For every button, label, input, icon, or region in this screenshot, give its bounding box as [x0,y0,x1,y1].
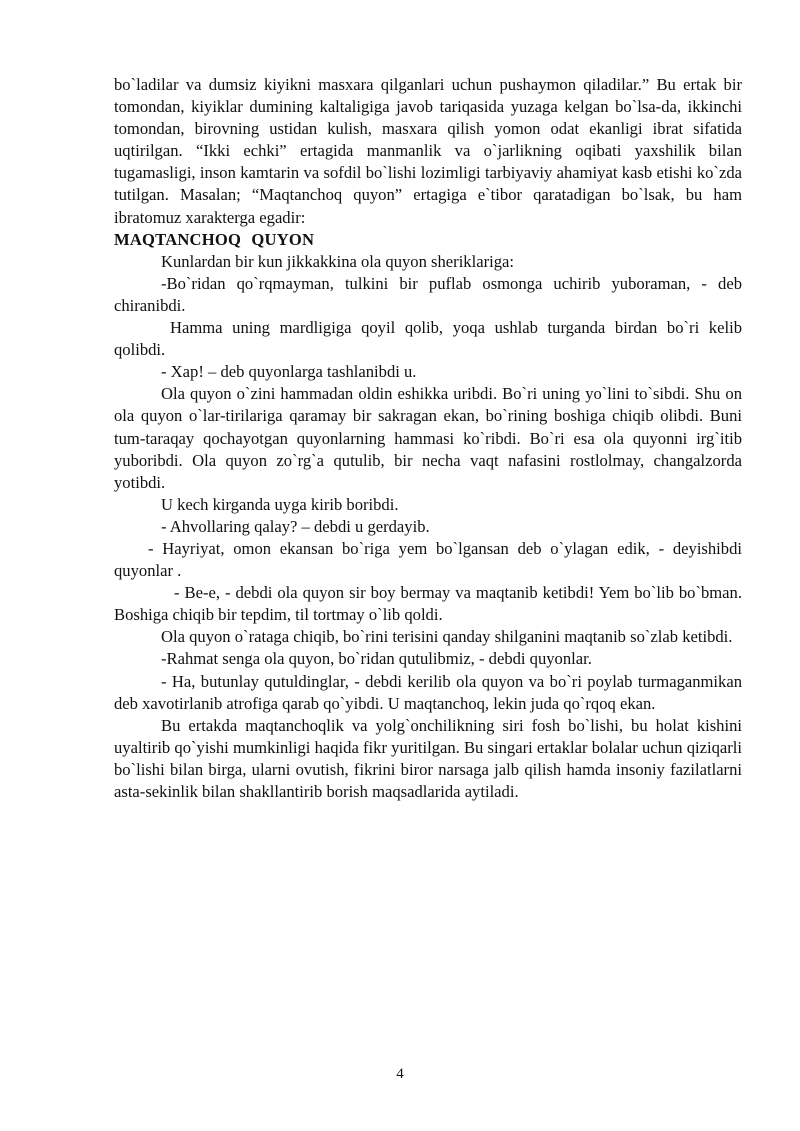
page-number: 4 [396,1066,404,1082]
story-paragraph-12: - Ha, butunlay qutuldinglar, - debdi kerilib ola quyon va bo`ri poylab turmaganmikan deb xavotirlanib atrofiga qarab qo`yibdi. U maqtanchoq, lekin juda qo`rqoq ekan. [114,671,742,713]
story-paragraph-2: -Bo`ridan qo`rqmayman, tulkini bir puflab osmonga uchirib yuboraman, - deb chiranibdi. [114,273,742,315]
story-paragraph-5: Ola quyon o`zini hammadan oldin eshikka uribdi. Bo`ri uning yo`lini to`sibdi. Shu on ola quyon o`lar-tirilariga qaramay bir sakragan ekan, bo`rining boshiga chiqib olibdi. Buni tum-taraqay qochayotgan quyonlarning hammasi ko`ribdi. Bo`ri esa ola quyonni irg`itib yuboribdi. Ola quyon zo`rg`a qutulib, bir necha vaqt nafasini rostlolmay, changalzorda yotibdi. [114,384,742,492]
story-paragraph-4: - Xap! – deb quyonlarga tashlanibdi u. [161,362,417,382]
story-title: MAQTANCHOQ QUYON [114,229,315,249]
document-body [114,74,742,803]
story-paragraph-3: Hamma uning mardligiga qoyil qolib, yoqa ushlab turganda birdan bo`ri kelib qolibdi. [114,318,742,360]
story-paragraph-7: - Ahvollaring qalay? – debdi u gerdayib. [161,516,430,536]
story-paragraph-1: Kunlardan bir kun jikkakkina ola quyon sheriklariga: [161,251,514,271]
story-paragraph-6: U kech kirganda uyga kirib boribdi. [161,494,399,514]
story-paragraph-8: - Hayriyat, omon ekansan bo`riga yem bo`lgansan deb o`ylagan edik, - deyishibdi quyonlar . [114,538,742,581]
intro-paragraph: bo`ladilar va dumsiz kiyikni masxara qilganlari uchun pushaymon qiladilar.” Bu ertak bir tomondan, kiyiklar dumining kaltaligiga javob tariqasida yuzaga kelgan bo`lsa-da, ikkinchi tomondan, birovning ustidan kulish, masxara qilish yomon odat ekanligi ibrat sifatida uqtirilgan. “Ikki echki” ertagida manmanlik va o`jarlikning oqibati yaxshilik bilan tugamasligi, inson kamtarin va sofdil bo`lishi lozimligi tarbiyaviy ahamiyat kasb etishi ko`zda tutilgan. Masalan; “Maqtanchoq quyon” ertagiga e`tibor qaratadigan bo`lsak, bu ham ibratomuz xarakterga egadir: [114,75,742,227]
conclusion-paragraph: Bu ertakda maqtanchoqlik va yolg`onchilikning siri fosh bo`lishi, bu holat kishini uyaltirib qo`yishi mumkinligi haqida fikr yuritilgan. Bu singari ertaklar bolalar uchun qiziqarli bo`lishi bilan birga, ularni ovutish, fikrini biror narsaga jalb qilish hamda insoniy fazilatlarni asta-sekinlik bilan shakllantirib borish maqsadlarida aytiladi. [114,715,742,801]
story-paragraph-11: -Rahmat senga ola quyon, bo`ridan qutulibmiz, - debdi quyonlar. [161,649,592,669]
story-paragraph-10: Ola quyon o`rataga chiqib, bo`rini terisini qanday shilganini maqtanib so`zlab ketibdi. [161,627,733,647]
story-paragraph-9: - Be-e, - debdi ola quyon sir boy bermay va maqtanib ketibdi! Yem bo`lib bo`bman. Boshiga chiqib bir tepdim, til tortmay o`lib qoldi. [114,583,742,625]
